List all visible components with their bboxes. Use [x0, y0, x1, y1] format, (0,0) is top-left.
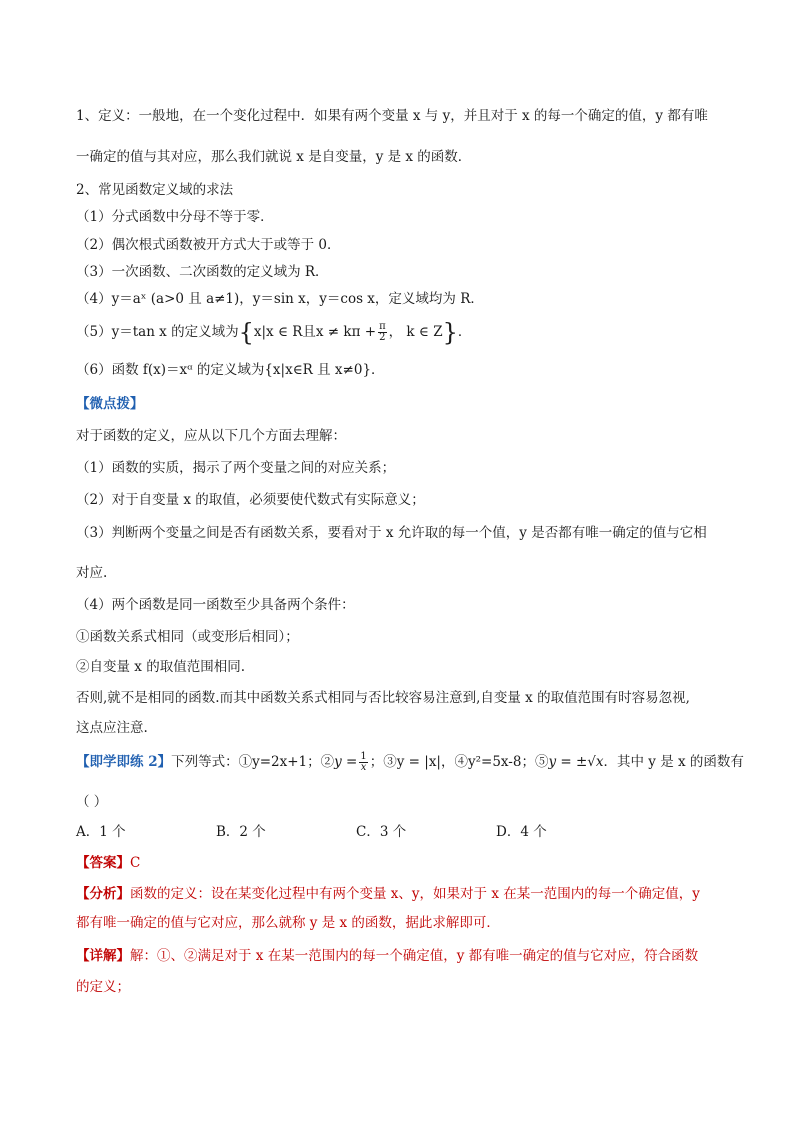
domain-rule-5	[76, 318, 734, 347]
tips-condition-1: ①函数关系式相同（或变形后相同）；	[76, 629, 299, 645]
analysis-line-1	[76, 884, 734, 904]
domain-rule-5-suffix: ， k ∈ Z	[388, 324, 443, 340]
exercise-options	[76, 822, 734, 842]
exercise-eq-5: y = ±√x	[548, 754, 604, 770]
domain-rule-5-end: ．	[457, 324, 472, 340]
definition-line-2: 一确定的值与其对应，那么我们就说 x 是自变量，y 是 x 的函数．	[76, 149, 472, 165]
fraction-denominator: x	[360, 762, 367, 773]
exercise-eq-2-suffix: ；③	[369, 754, 397, 770]
answer-line	[76, 853, 734, 873]
exercise-question	[76, 751, 744, 773]
left-brace: {	[238, 318, 254, 347]
tips-note-line-2: 这点应注意.	[76, 720, 148, 736]
tips-intro: 对于函数的定义，应从以下几个方面去理解：	[76, 428, 346, 444]
definition-line-1: 1、定义：一般地，在一个变化过程中．如果有两个变量 x 与 y，并且对于 x 的每一个确定的值，y 都有唯	[76, 108, 708, 124]
tips-note-line-1: 否则,就不是相同的函数.而其中函数关系式相同与否比较容易注意到,自变量 x 的取值范围有时容易忽视,	[76, 690, 690, 706]
pi-over-2-fraction	[378, 322, 387, 343]
fraction-numerator: π	[379, 321, 386, 332]
tips-point-1: （1）函数的实质，揭示了两个变量之间的对应关系；	[76, 460, 396, 476]
exercise-lead: 下列等式：	[171, 754, 239, 770]
option-c: C．3 个	[356, 824, 407, 840]
analysis-text-1: 函数的定义：设在某变化过程中有两个变量 x、y，如果对于 x 在某一范围内的每一个确定值，y	[130, 886, 700, 902]
option-b: B．2 个	[216, 824, 266, 840]
answer-tag: 【答案】	[76, 855, 130, 871]
domain-rule-2: （2）偶次根式函数被开方式大于或等于 0．	[76, 237, 341, 253]
tips-point-3-line-2: 对应.	[76, 565, 108, 581]
domain-rule-5-set: x|x ∈ R且x ≠ kπ +	[253, 324, 377, 340]
exercise-eq-3-4: y = |x|，④y²=5x-8；⑤	[396, 754, 549, 770]
detail-line-1	[76, 946, 734, 966]
detail-text-1: 解：①、②满足对于 x 在某一范围内的每一个确定值，y 都有唯一确定的值与它对应，符合函数	[130, 948, 699, 964]
analysis-line-2: 都有唯一确定的值与它对应，那么就称 y 是 x 的函数，据此求解即可．	[76, 915, 500, 931]
right-brace: }	[442, 318, 458, 347]
analysis-tag: 【分析】	[76, 886, 130, 902]
exercise-tag: 【即学即练 2】	[76, 754, 172, 770]
one-over-x-fraction	[359, 752, 367, 773]
answer-value: C	[130, 855, 141, 871]
tips-point-2: （2）对于自变量 x 的取值，必须要使代数式有实际意义；	[76, 492, 425, 508]
domain-rule-4: （4）y＝aˣ (a>0 且 a≠1)，y＝sin x，y＝cos x，定义域均为 R．	[76, 291, 484, 307]
domain-rule-1: （1）分式函数中分母不等于零．	[76, 209, 274, 225]
fraction-numerator: 1	[360, 751, 367, 762]
detail-line-2: 的定义；	[76, 979, 130, 995]
fraction-denominator: 2	[379, 332, 386, 343]
tips-point-3-line-1: （3）判断两个变量之间是否有函数关系，要看对于 x 允许取的每一个值，y 是否都有唯一确定的值与它相	[76, 525, 707, 541]
exercise-answer-blank: （ ）	[76, 794, 108, 810]
domain-rule-3: （3）一次函数、二次函数的定义域为 R．	[76, 264, 329, 280]
tips-point-4: （4）两个函数是同一函数至少具备两个条件：	[76, 597, 355, 613]
option-d: D．4 个	[496, 824, 547, 840]
domain-rule-5-prefix: （5）y＝tan x 的定义域为	[76, 324, 239, 340]
detail-tag: 【详解】	[76, 948, 130, 964]
exercise-tail: ．其中 y 是 x 的函数有	[603, 754, 744, 770]
exercise-eq-2-prefix: y =	[334, 754, 358, 770]
domain-rule-6: （6）函数 f(x)＝xᵅ 的定义域为{x|x∈R 且 x≠0}．	[76, 362, 385, 378]
exercise-eq-1: ①y=2x+1；②	[238, 754, 335, 770]
tips-heading: 【微点拨】	[76, 396, 144, 412]
option-a: A．1 个	[76, 824, 126, 840]
tips-condition-2: ②自变量 x 的取值范围相同.	[76, 659, 245, 675]
domain-methods-heading: 2、常见函数定义域的求法	[76, 182, 234, 198]
